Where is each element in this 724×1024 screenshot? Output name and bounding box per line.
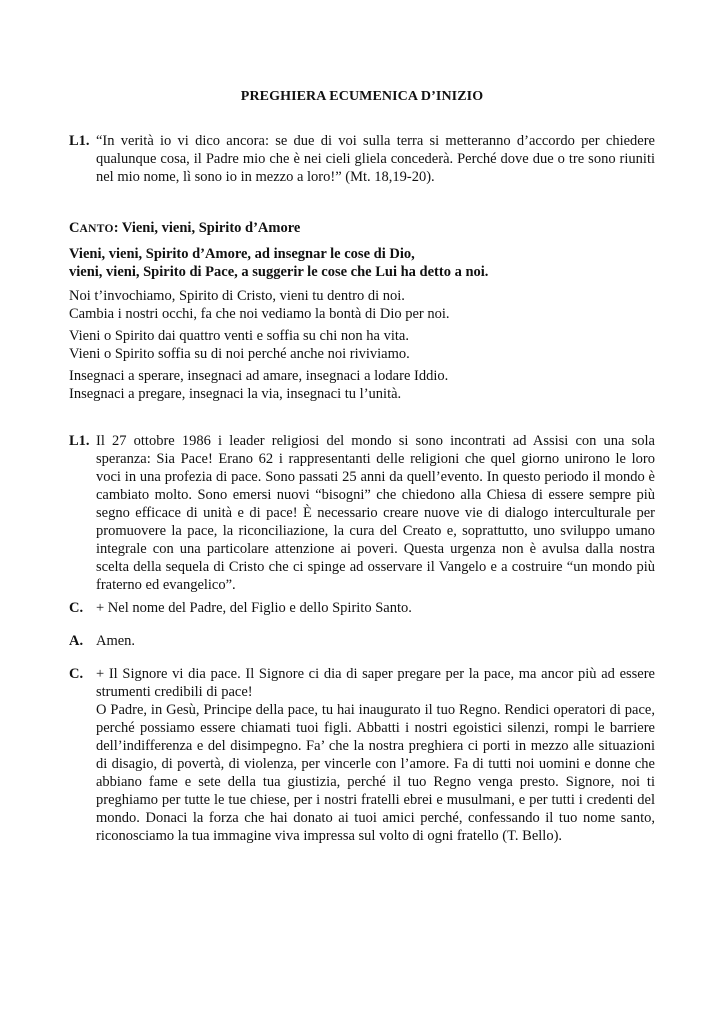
sign-of-cross <box>69 599 655 617</box>
stanza-line: Vieni o Spirito dai quattro venti e soffia su chi non ha vita. <box>69 328 409 344</box>
amen-response <box>69 632 655 650</box>
sign-label: C. <box>69 600 84 616</box>
canto-stanza <box>69 327 655 363</box>
canto-label-rest: ANTO <box>79 223 114 235</box>
document-title: PREGHIERA ECUMENICA D’INIZIO <box>240 89 484 104</box>
amen-label: A. <box>69 633 84 649</box>
intro-text: “In verità io vi dico ancora: se due di voi sulla terra si metteranno d’accordo per chiedere qualunque cosa, il Padre mio che è nei cieli gliela concederà. Perché dove due o tre sono riuniti nel mio nome, lì sono io in mezzo a loro!” (Mt. 18,19-20). <box>96 133 655 185</box>
canto-title: : Vieni, vieni, Spirito d’Amore <box>113 220 301 236</box>
stanza-line: Vieni o Spirito soffia su di noi perché anche noi riviviamo. <box>69 346 410 362</box>
stanza-line: Insegnaci a sperare, insegnaci ad amare, insegnaci a lodare Iddio. <box>69 368 449 384</box>
canto-refrain <box>69 245 655 281</box>
canto-stanza <box>69 287 655 323</box>
greeting-block <box>69 665 655 845</box>
greeting-prayer: O Padre, in Gesù, Principe della pace, tu hai inaugurato il tuo Regno. Rendici operatori di pace, perché possiamo essere chiamati tuoi figli. Abbatti i nostri egoistici silenzi, rompi le barriere dell’indifferenza e del disimpegno. Fa’ che la nostra preghiera ci porti in mezzo alle situazioni di disagio, di povertà, di violenza, per vincerle con l’amore. Fa di tutti noi uomini e donne che abbiano fame e sete della tua giustizia, perché il tuo Regno venga presto. Signore, noi ti preghiamo per tutte le tue chiese, per i nostri fratelli ebrei e musulmani, e per tutti i credenti del mondo. Donaci la forza che hai donato ai tuoi amici perché, confessando il tuo nome santo, riconosciamo la tua immagine viva impressa sul volto di ogni fratello (T. Bello). <box>96 702 655 844</box>
intro-label: L1. <box>69 133 90 149</box>
reading-block <box>69 432 655 594</box>
canto-label-initial: C <box>69 220 80 236</box>
reading-text: Il 27 ottobre 1986 i leader religiosi del mondo si sono incontrati ad Assisi con una sola speranza: Sia Pace! Erano 62 i rappresentanti delle religioni che quel giorno unirono le loro voci in una profezia di pace. Sono passati 25 anni da quell’evento. In questo periodo il mondo è cambiato molto. Sono emersi nuovi “bisogni” che chiedono alla Chiesa di essere sempre più segno efficace di unità e di pace! È necessario creare nuove vie di dialogo interculturale per promuovere la pace, la riconciliazione, la cura del Creato e, soprattutto, uno sviluppo umano integrale con una particolare attenzione ai poveri. Questa urgenza non è avulsa dalla nostra scelta della sequela di Cristo che ci spinge ad osservare il Vangelo e a costruire “un mondo più fraterno ed evangelico”. <box>96 433 655 593</box>
sign-text: + Nel nome del Padre, del Figlio e dello Spirito Santo. <box>96 600 412 616</box>
greeting-line: + Il Signore vi dia pace. Il Signore ci dia di saper pregare per la pace, ma ancor più ad essere strumenti credibili di pace! <box>96 666 655 700</box>
refrain-line: vieni, vieni, Spirito di Pace, a suggerir le cose che Lui ha detto a noi. <box>69 264 489 280</box>
greeting-label: C. <box>69 666 84 682</box>
intro-reading <box>69 132 655 186</box>
canto-heading <box>69 219 655 238</box>
stanza-line: Noi t’invochiamo, Spirito di Cristo, vieni tu dentro di noi. <box>69 288 405 304</box>
amen-text: Amen. <box>96 633 136 649</box>
reading-label: L1. <box>69 433 90 449</box>
refrain-line: Vieni, vieni, Spirito d’Amore, ad insegnar le cose di Dio, <box>69 246 415 262</box>
stanza-line: Cambia i nostri occhi, fa che noi vediamo la bontà di Dio per noi. <box>69 306 450 322</box>
canto-stanza <box>69 367 655 403</box>
stanza-line: Insegnaci a pregare, insegnaci la via, insegnaci tu l’unità. <box>69 386 402 402</box>
